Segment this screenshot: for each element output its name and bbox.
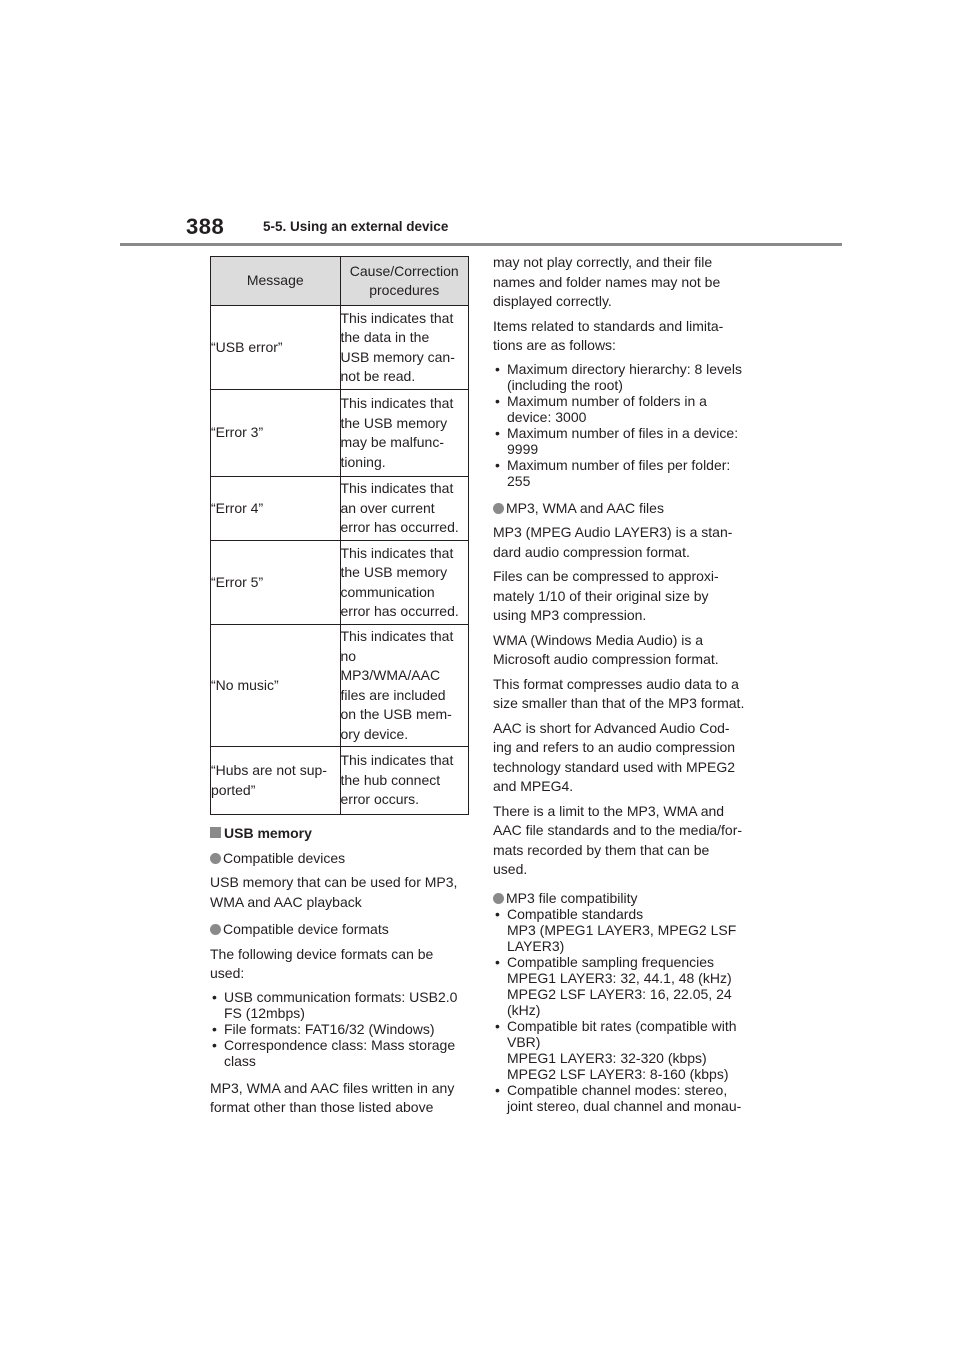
table-header-row [211, 257, 469, 306]
text-line: Files can be compressed to approxi- [493, 568, 719, 584]
list-item [493, 1018, 758, 1082]
cause-line: an over current [340, 499, 435, 516]
list-item-line: • Maximum number of files per folder: [507, 456, 731, 473]
text-line: mats recorded by them that can be [493, 841, 710, 858]
circle-bullet-icon [210, 853, 221, 864]
heading-text: MP3, WMA and AAC files [506, 499, 664, 516]
cause-line: error occurs. [340, 791, 420, 808]
cause-line: the USB memory [340, 564, 448, 580]
paragraph [493, 567, 758, 626]
error-message-table [210, 256, 469, 815]
list-item-line: class [224, 1052, 256, 1069]
list-item-line: MPEG1 LAYER3: 32-320 (kbps) [507, 1049, 707, 1066]
table-row [211, 625, 469, 747]
message-cell: “Error 3” [211, 390, 341, 477]
cause-line: no [340, 647, 357, 664]
list-item-line: VBR) [507, 1033, 541, 1050]
list-item [493, 361, 758, 393]
text-line: used. [493, 861, 528, 877]
column-header-message: Message [211, 257, 341, 306]
left-column [210, 824, 475, 1123]
list-item-line: device: 3000 [507, 408, 587, 425]
cause-cell [340, 747, 469, 815]
cause-cell [340, 306, 469, 390]
list-item-line: • Correspondence class: Mass storage [224, 1036, 456, 1053]
table-row [211, 306, 469, 390]
text-line: tions are as follows: [493, 337, 616, 353]
list-item-line: • Compatible sampling frequencies [507, 953, 714, 970]
list-item-line: LAYER3) [507, 937, 565, 954]
list-item-line: • Compatible bit rates (compatible with [507, 1017, 737, 1034]
cause-line: not be read. [340, 368, 416, 384]
files-heading [493, 499, 758, 519]
list-item [493, 954, 758, 1018]
list-item-line: MPEG2 LSF LAYER3: 16, 22.05, 24 [507, 985, 732, 1002]
list-item-line: • Maximum number of folders in a [507, 392, 707, 409]
list-item [493, 906, 758, 954]
message-cell [211, 747, 341, 815]
paragraph [493, 523, 758, 562]
list-item-line: joint stereo, dual channel and monau- [507, 1097, 742, 1114]
text-line: and MPEG4. [493, 778, 574, 794]
header-rule [120, 243, 842, 246]
paragraph [210, 1079, 475, 1118]
list-item-line: (kHz) [507, 1001, 541, 1018]
list-item-line: MPEG2 LSF LAYER3: 8-160 (kbps) [507, 1065, 729, 1082]
heading-text: Compatible devices [223, 849, 346, 866]
text-line: There is a limit to the MP3, WMA and [493, 802, 725, 819]
mp3-compatibility-list [493, 906, 758, 1114]
section-title: 5-5. Using an external device [263, 219, 449, 234]
text-line: may not play correctly, and their file [493, 254, 713, 270]
cause-line: the data in the [340, 329, 430, 345]
text-line: Items related to standards and limita- [493, 317, 724, 334]
right-column [493, 253, 758, 1124]
paragraph [493, 802, 758, 880]
square-bullet-icon [210, 827, 221, 838]
text-line: The following device formats can be [210, 945, 434, 962]
mp3-compatibility-heading [493, 890, 758, 906]
cause-line: This indicates that [340, 752, 454, 769]
paragraph [493, 675, 758, 714]
heading-text: MP3 file compatibility [506, 889, 638, 906]
list-item-line: FS (12mbps) [224, 1004, 305, 1021]
table-row [211, 541, 469, 625]
formats-list [210, 989, 475, 1069]
circle-bullet-icon [493, 893, 504, 904]
message-line: ported” [211, 781, 256, 798]
page-number: 388 [186, 214, 225, 239]
text-line: technology standard used with MPEG2 [493, 758, 736, 775]
text-line: WMA and AAC playback [210, 893, 362, 910]
list-item-line: • File formats: FAT16/32 (Windows) [224, 1020, 435, 1037]
circle-bullet-icon [210, 924, 221, 935]
message-cell: “Error 4” [211, 477, 341, 541]
list-item-line: • Compatible standards [507, 905, 644, 922]
heading-text: USB memory [224, 825, 312, 841]
list-item-line: • Compatible channel modes: stereo, [507, 1081, 728, 1098]
cause-line: tioning. [340, 453, 386, 470]
cause-line: This indicates that [340, 395, 454, 411]
paragraph [493, 253, 758, 312]
text-line: MP3, WMA and AAC files written in any [210, 1079, 455, 1096]
paragraph [493, 719, 758, 797]
paragraph [493, 317, 758, 356]
cause-line: ory device. [340, 725, 409, 742]
paragraph [493, 631, 758, 670]
message-cell: “No music” [211, 625, 341, 747]
list-item [493, 1082, 758, 1114]
list-item-line: (including the root) [507, 376, 623, 393]
usb-memory-heading [210, 824, 475, 844]
text-line: USB memory that can be used for MP3, [210, 874, 458, 890]
table-row [211, 747, 469, 815]
text-line: mately 1/10 of their original size by [493, 587, 709, 604]
list-item [210, 989, 475, 1021]
cause-line: error has occurred. [340, 603, 459, 619]
list-item-line: • USB communication formats: USB2.0 [224, 988, 458, 1005]
cause-cell [340, 625, 469, 747]
text-line: dard audio compression format. [493, 543, 690, 560]
message-cell: “USB error” [211, 306, 341, 390]
column-header-cause-line: Cause/Correction [349, 262, 459, 279]
text-line: using MP3 compression. [493, 607, 647, 623]
text-line: size smaller than that of the MP3 format. [493, 695, 745, 711]
list-item-line: • Maximum number of files in a device: [507, 424, 739, 441]
list-item [493, 457, 758, 489]
cause-cell [340, 541, 469, 625]
cause-line: error has occurred. [340, 519, 459, 536]
cause-line: This indicates that [340, 628, 454, 644]
heading-text: Compatible device formats [223, 921, 389, 937]
text-line: format other than those listed above [210, 1099, 434, 1115]
list-item [210, 1021, 475, 1037]
text-line: used: [210, 965, 245, 981]
list-item-line: 9999 [507, 440, 539, 457]
cause-line: may be malfunc- [340, 434, 444, 450]
paragraph [210, 945, 475, 984]
text-line: This format compresses audio data to a [493, 675, 739, 692]
cause-line: This indicates that [340, 480, 454, 497]
list-item-line: MPEG1 LAYER3: 32, 44.1, 48 (kHz) [507, 969, 732, 986]
text-line: ing and refers to an audio compression [493, 739, 736, 755]
cause-line: the hub connect [340, 771, 441, 788]
limits-list [493, 361, 758, 489]
list-item-line: MP3 (MPEG1 LAYER3, MPEG2 LSF [507, 921, 737, 938]
message-cell: “Error 5” [211, 541, 341, 625]
cause-cell [340, 390, 469, 477]
cause-line: the USB memory [340, 414, 448, 431]
table-row [211, 390, 469, 477]
list-item [210, 1037, 475, 1069]
text-line: AAC file standards and to the media/for- [493, 822, 743, 838]
cause-line: on the USB mem- [340, 706, 452, 722]
compatible-formats-heading [210, 920, 475, 940]
list-item [493, 393, 758, 425]
cause-line: This indicates that [340, 544, 454, 561]
list-item-line: • Maximum directory hierarchy: 8 levels [507, 360, 742, 377]
cause-line: USB memory can- [340, 348, 455, 365]
list-item [493, 425, 758, 457]
text-line: displayed correctly. [493, 293, 612, 309]
compatible-devices-heading [210, 849, 475, 869]
text-line: Microsoft audio compression format. [493, 651, 719, 667]
cause-cell [340, 477, 469, 541]
list-item-line: 255 [507, 472, 531, 489]
text-line: MP3 (MPEG Audio LAYER3) is a stan- [493, 524, 733, 540]
text-line: WMA (Windows Media Audio) is a [493, 631, 704, 648]
cause-line: MP3/WMA/AAC [340, 667, 441, 683]
text-line: AAC is short for Advanced Audio Cod- [493, 719, 730, 736]
text-line: names and folder names may not be [493, 273, 721, 290]
message-line: “Hubs are not sup- [211, 762, 327, 778]
paragraph [210, 873, 475, 912]
table-row [211, 477, 469, 541]
circle-bullet-icon [493, 503, 504, 514]
column-header-cause-line: procedures [369, 282, 440, 298]
column-header-cause [340, 257, 469, 306]
cause-line: files are included [340, 686, 446, 703]
cause-line: This indicates that [340, 309, 454, 326]
cause-line: communication [340, 583, 435, 600]
